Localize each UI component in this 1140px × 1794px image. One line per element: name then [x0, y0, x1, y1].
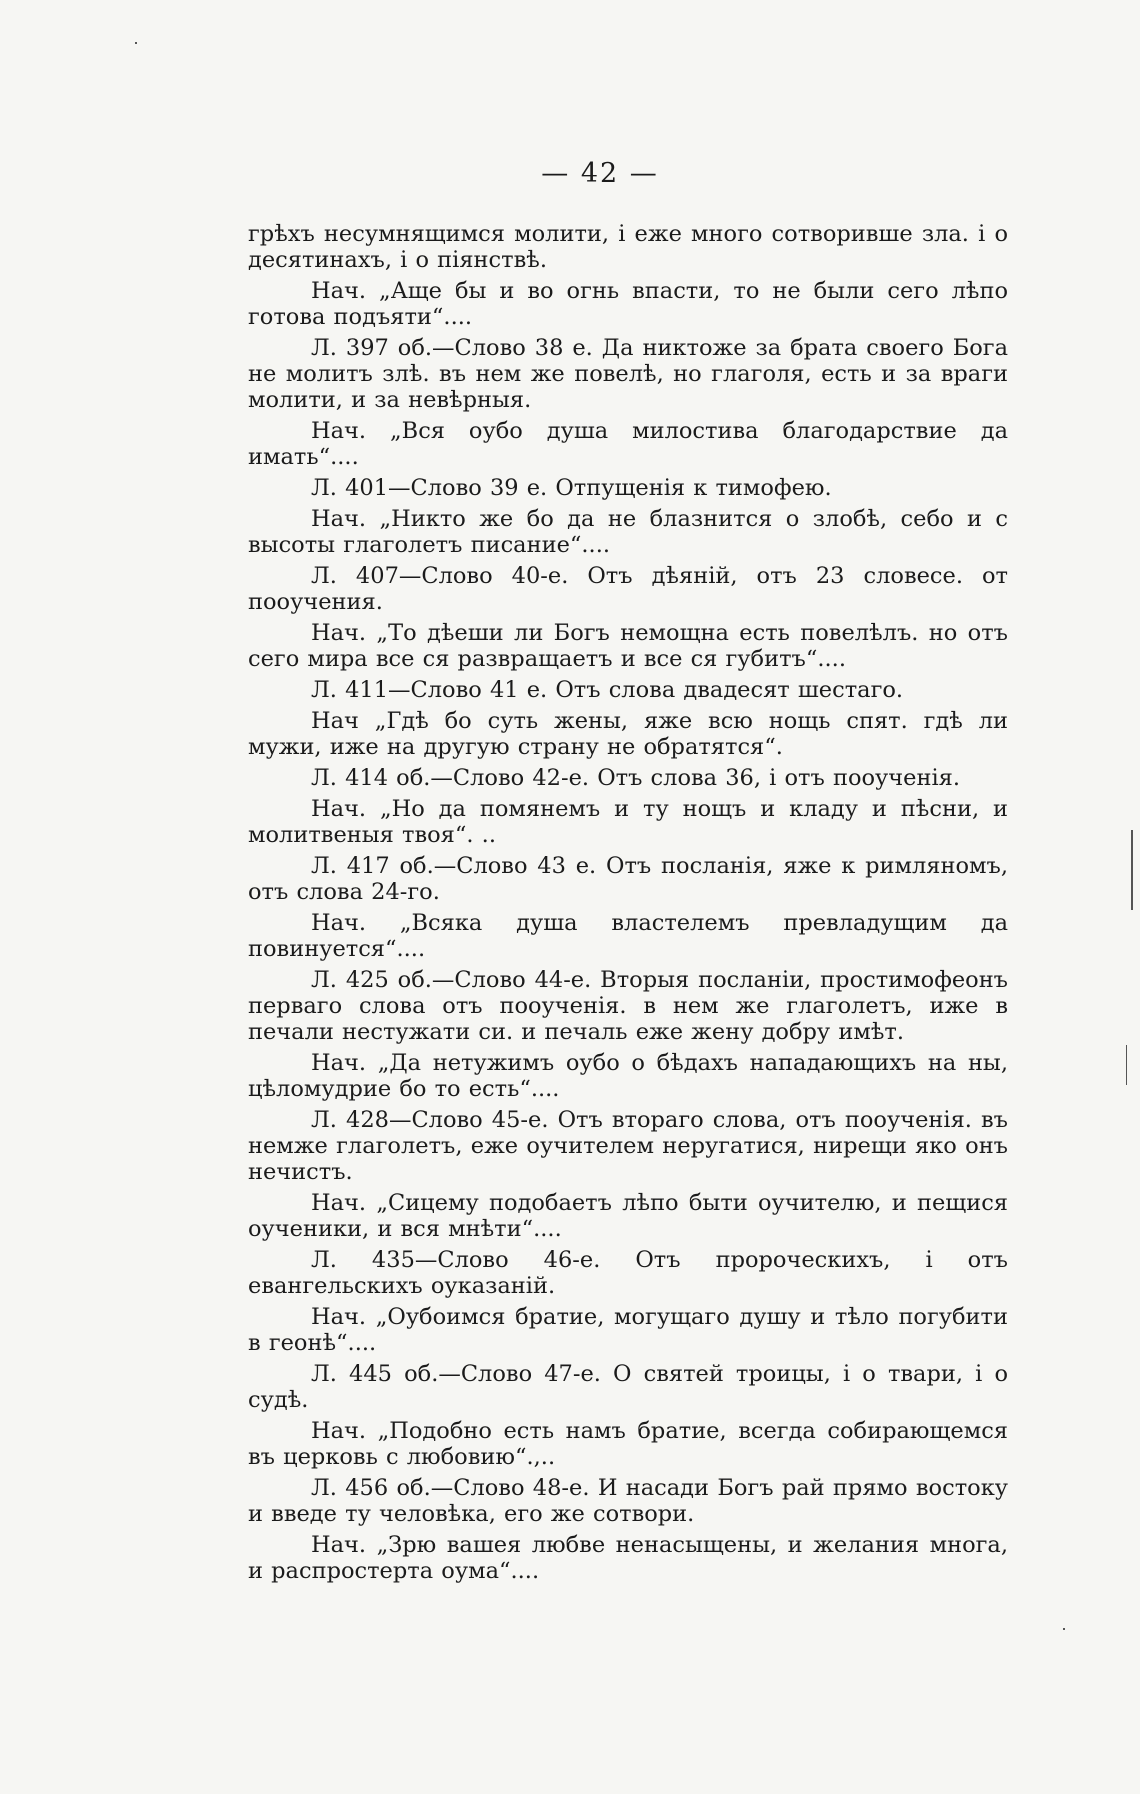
paragraph: Л. 407—Слово 40-е. Отъ дѣяній, отъ 23 словесе. от пооучения.	[248, 563, 1008, 615]
text-block	[248, 221, 1008, 1589]
paragraph: Л. 456 об.—Слово 48-е. И насади Богъ рай прямо востоку и введе ту человѣка, его же сотвори.	[248, 1475, 1008, 1527]
paragraph: Л. 428—Слово 45-е. Отъ втораго слова, отъ пооученія. въ немже глаголетъ, еже оучителем неругатися, нирещи яко онъ нечистъ.	[248, 1107, 1008, 1185]
scan-artifact-dot	[135, 42, 137, 44]
paragraph: Л. 425 об.—Слово 44-е. Вторыя посланіи, простимофеонъ перваго слова отъ пооученія. в нем же глаголетъ, иже в печали нестужати си. и печаль еже жену добру имѣт.	[248, 967, 1008, 1045]
paragraph: Нач. „Всяка душа властелемъ превладущим да повинуется“....	[248, 910, 1008, 962]
paragraph: грѣхъ несумнящимся молити, і еже много сотворивше зла. і о десятинахъ, і о піянствѣ.	[248, 221, 1008, 273]
scan-artifact-dot	[1063, 1628, 1065, 1630]
paragraph: Л. 401—Слово 39 е. Отпущенія к тимофею.	[311, 475, 832, 501]
paragraph: Нач. „Оубоимся братие, могущаго душу и тѣло погубити в геонѣ“....	[248, 1304, 1008, 1356]
paragraph: Нач. „Вся оубо душа милостива благодарствие да имать“....	[248, 418, 1008, 470]
paragraph: Нач. „Сицему подобаетъ лѣпо быти оучителю, и пещися оученики, и вся мнѣти“....	[248, 1190, 1008, 1242]
scan-artifact-line	[1126, 1045, 1127, 1085]
paragraph: Нач „Гдѣ бо суть жены, яже всю нощь спят. гдѣ ли мужи, иже на другую страну не обратятся“.	[248, 708, 1008, 760]
paragraph: Л. 417 об.—Слово 43 е. Отъ посланія, яже к римляномъ, отъ слова 24-го.	[248, 853, 1008, 905]
paragraph: Нач. „Никто же бо да не блазнится о злобѣ, себо и с высоты глаголетъ писание“....	[248, 506, 1008, 558]
paragraph: Л. 397 об.—Слово 38 е. Да никтоже за брата своего Бога не молитъ злѣ. въ нем же повелѣ, но глаголя, есть и за враги молити, и за невѣрныя.	[248, 335, 1008, 413]
paragraph: Л. 411—Слово 41 е. Отъ слова двадесят шестаго.	[311, 677, 904, 703]
paragraph: Л. 414 об.—Слово 42-е. Отъ слова 36, і отъ пооученія.	[311, 765, 961, 791]
paragraph: Нач. „То дѣеши ли Богъ немощна есть повелѣлъ. но отъ сего мира все ся развращаетъ и все ся губитъ“....	[248, 620, 1008, 672]
page-number: — 42 —	[541, 158, 659, 189]
scan-artifact-line	[1131, 830, 1133, 910]
paragraph: Нач. „Зрю вашея любве ненасыщены, и желания многа, и распростерта оума“....	[248, 1532, 1008, 1584]
paragraph: Л. 435—Слово 46-е. Отъ пророческихъ, і отъ евангельскихъ оуказаній.	[248, 1247, 1008, 1299]
paragraph: Нач. „Да нетужимъ оубо о бѣдахъ нападающихъ на ны, цѣломудрие бо то есть“....	[248, 1050, 1008, 1102]
paragraph: Л. 445 об.—Слово 47-е. О святей троицы, і о твари, і о судѣ.	[248, 1361, 1008, 1413]
paragraph: Нач. „Аще бы и во огнь впасти, то не были сего лѣпо готова подъяти“....	[248, 278, 1008, 330]
paragraph: Нач. „Но да помянемъ и ту нощъ и кладу и пѣсни, и молитвеныя твоя“. ..	[248, 796, 1008, 848]
paragraph: Нач. „Подобно есть намъ братие, всегда собирающемся въ церковь с любовию“.,..	[248, 1418, 1008, 1470]
